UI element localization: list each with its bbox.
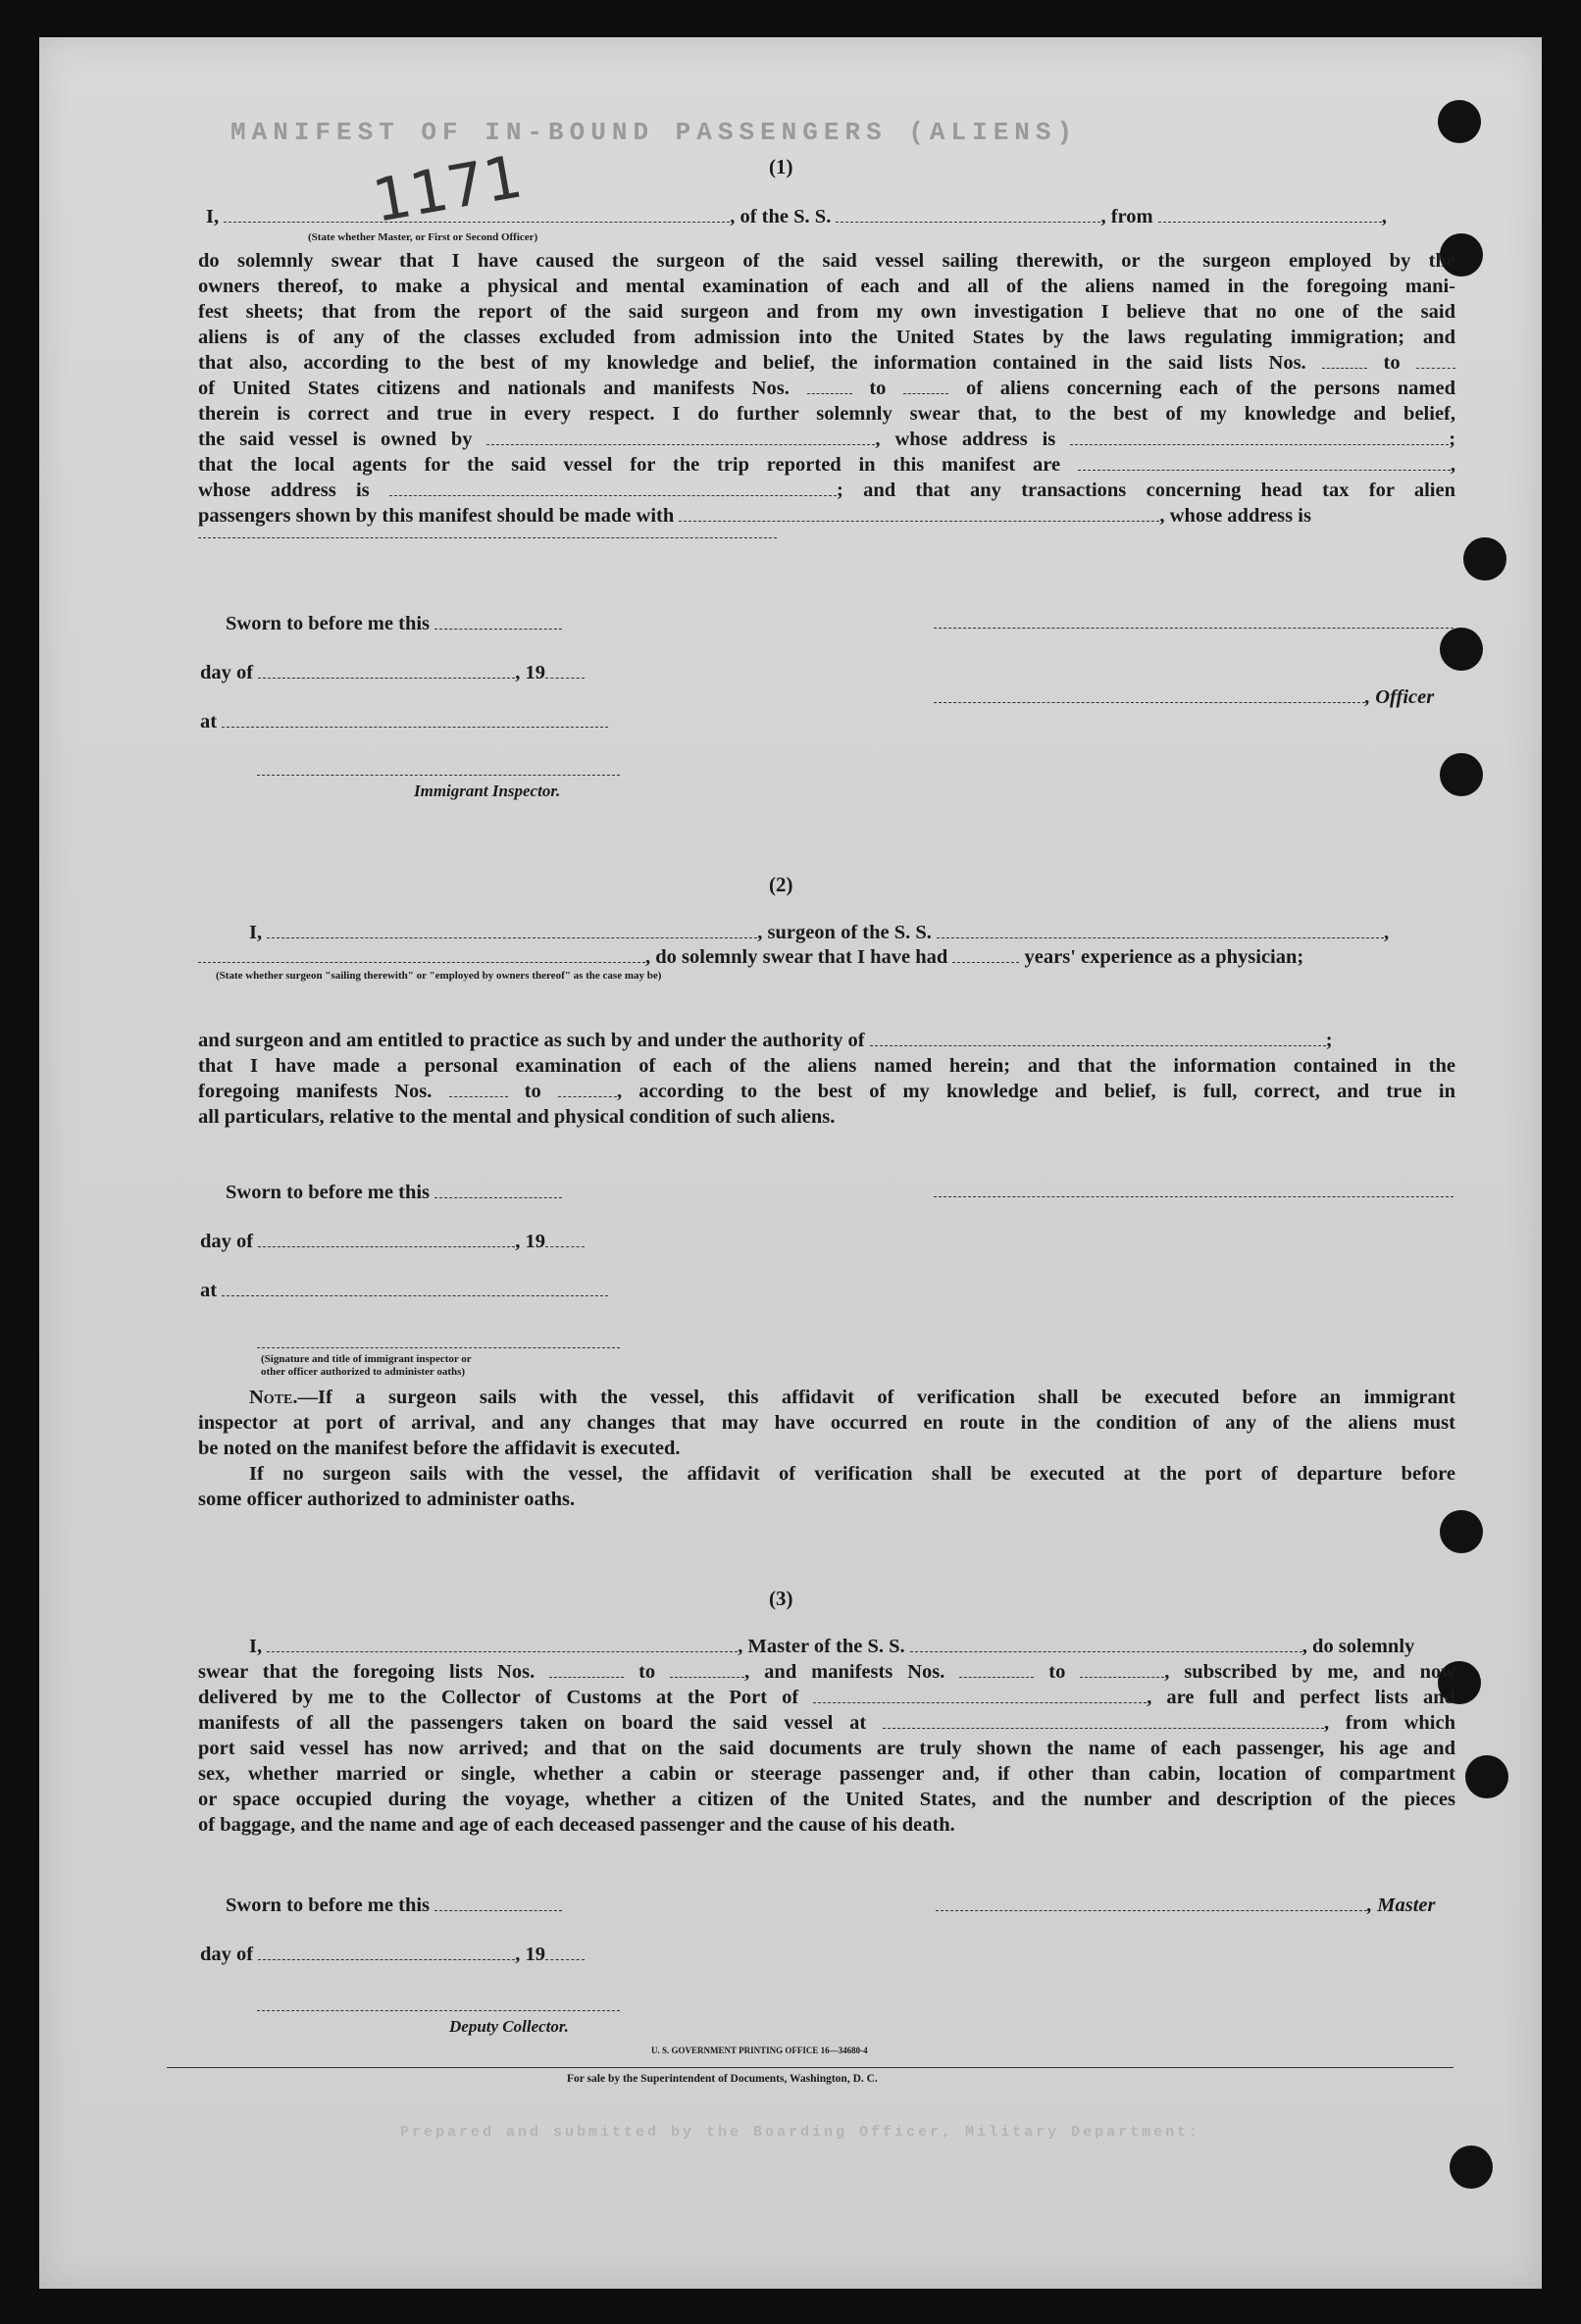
s3-year-blank[interactable] bbox=[545, 1942, 585, 1960]
s3-deputy-label: Deputy Collector. bbox=[449, 2017, 569, 2036]
punch-hole bbox=[1440, 753, 1483, 796]
s2-employ-blank[interactable] bbox=[198, 944, 645, 963]
punch-hole bbox=[1440, 628, 1483, 671]
s2-practice-line: and surgeon and am entitled to practice as such by and under the authority of ; bbox=[198, 1030, 1333, 1051]
s3-deputy-blank[interactable] bbox=[257, 2010, 620, 2011]
s2-note-line: some officer authorized to administer oaths. bbox=[198, 1489, 576, 1510]
s2-at-line: at bbox=[200, 1278, 608, 1303]
s1-officer-line: , Officer bbox=[934, 684, 1434, 710]
s2-years-blank[interactable] bbox=[952, 944, 1019, 963]
punch-hole bbox=[1450, 2146, 1493, 2189]
section-3-number: (3) bbox=[769, 1587, 793, 1610]
s3-para-line: swear that the foregoing lists Nos. to , and manifests Nos. to , subscribed by me, and now bbox=[198, 1661, 1456, 1683]
s1-para-line: that also, according to the best of my knowledge and belief, the information contained in the said lists Nos. to bbox=[198, 350, 1455, 376]
s2-paragraph bbox=[198, 1053, 1455, 1130]
gpo-imprint: U. S. GOVERNMENT PRINTING OFFICE 16—34680-4 bbox=[651, 2046, 868, 2055]
s1-para-line: owners thereof, to make a physical and mental examination of each and all of the aliens named in the foregoing mani- bbox=[198, 276, 1455, 297]
s1-sworn-day-blank[interactable] bbox=[434, 611, 562, 630]
s3-para-line: sex, whether married or single, whether a cabin or steerage passenger and, if other than cabin, location of compartment bbox=[198, 1763, 1455, 1785]
s3-month-blank[interactable] bbox=[258, 1942, 515, 1960]
s3-para-line: or space occupied during the voyage, whether a citizen of the United States, and the number and description of the pieces bbox=[198, 1789, 1455, 1810]
s1-manifests-to-blank[interactable] bbox=[903, 376, 948, 394]
s2-authority-blank[interactable] bbox=[870, 1028, 1326, 1046]
s3-sworn-line: Sworn to before me this bbox=[226, 1893, 562, 1918]
s2-para-line: all particulars, relative to the mental and physical condition of such aliens. bbox=[198, 1106, 836, 1128]
s2-signature-blank[interactable] bbox=[934, 1196, 1454, 1197]
s2-state-note: (State whether surgeon "sailing therewith" or "employed by owners thereof" as the case may be) bbox=[216, 970, 662, 982]
s3-day-line: day of , 19 bbox=[200, 1942, 585, 1967]
s2-inspector-sig-blank[interactable] bbox=[257, 1347, 620, 1348]
document-page bbox=[39, 37, 1542, 2289]
s3-manifests-to-blank[interactable] bbox=[1080, 1659, 1164, 1678]
s3-para-line: delivered by me to the Collector of Customs at the Port of , are full and perfect lists and bbox=[198, 1687, 1455, 1708]
s1-from-port-blank[interactable] bbox=[1158, 204, 1382, 223]
s2-second-line: , do solemnly swear that I have had years' experience as a physician; bbox=[198, 944, 1303, 970]
s2-sig-note-2: other officer authorized to administer oaths) bbox=[261, 1366, 466, 1378]
s1-sworn-line: Sworn to before me this bbox=[226, 611, 562, 636]
s3-lists-to-blank[interactable] bbox=[670, 1659, 744, 1678]
s1-para-line: that the local agents for the said vessel for the trip reported in this manifest are , bbox=[198, 454, 1455, 476]
s1-i-label: I, bbox=[206, 206, 220, 227]
punch-hole bbox=[1438, 100, 1481, 143]
s2-sig-note-1: (Signature and title of immigrant inspector or bbox=[261, 1353, 472, 1365]
s2-sworn-line: Sworn to before me this bbox=[226, 1180, 562, 1205]
s3-master-line: , Master bbox=[936, 1893, 1435, 1918]
s1-lists-to-blank[interactable] bbox=[1416, 350, 1455, 369]
s2-note-paragraph bbox=[198, 1385, 1455, 1512]
s2-manifests-to-blank[interactable] bbox=[558, 1079, 617, 1097]
s1-paragraph bbox=[198, 248, 1455, 529]
s1-year-blank[interactable] bbox=[545, 660, 585, 679]
s3-manifests-from-blank[interactable] bbox=[959, 1659, 1034, 1678]
s3-sworn-day-blank[interactable] bbox=[434, 1893, 562, 1911]
s3-vessel-name-blank[interactable] bbox=[910, 1634, 1302, 1652]
s2-month-blank[interactable] bbox=[258, 1229, 515, 1247]
s1-month-blank[interactable] bbox=[258, 660, 515, 679]
s2-para-line: foregoing manifests Nos. to , according to the best of my knowledge and belief, is full, correct, and true in bbox=[198, 1081, 1456, 1102]
s3-boarded-at-blank[interactable] bbox=[883, 1710, 1324, 1729]
s1-state-note: (State whether Master, or First or Second Officer) bbox=[308, 231, 538, 243]
s3-master-sig-blank[interactable] bbox=[936, 1893, 1367, 1911]
s2-day-line: day of , 19 bbox=[200, 1229, 585, 1254]
s3-port-blank[interactable] bbox=[813, 1685, 1147, 1703]
faint-header: MANIFEST OF IN-BOUND PASSENGERS (ALIENS) bbox=[230, 118, 1079, 147]
s3-para-line: of baggage, and the name and age of each deceased passenger and the cause of his death. bbox=[198, 1814, 955, 1836]
s3-lists-from-blank[interactable] bbox=[549, 1659, 624, 1678]
s2-surgeon-name-blank[interactable] bbox=[267, 920, 757, 938]
s1-manifests-from-blank[interactable] bbox=[807, 376, 852, 394]
s2-note-line: inspector at port of arrival, and any changes that may have occurred en route in the condition of any of the aliens must bbox=[198, 1412, 1455, 1434]
for-sale-notice: For sale by the Superintendent of Documents, Washington, D. C. bbox=[567, 2073, 878, 2085]
s1-at-blank[interactable] bbox=[222, 709, 608, 728]
section-2-number: (2) bbox=[769, 873, 793, 896]
s1-of-ss-label: , of the S. S. bbox=[730, 206, 832, 227]
footer-rule bbox=[167, 2067, 1454, 2068]
s1-owner-blank[interactable] bbox=[486, 427, 875, 445]
faint-bottom-text: Prepared and submitted by the Boarding Officer, Military Department: bbox=[400, 2124, 1201, 2141]
s1-officer-name-blank[interactable] bbox=[224, 204, 730, 223]
punch-hole bbox=[1440, 1510, 1483, 1553]
s1-signature-blank[interactable] bbox=[934, 628, 1454, 629]
s2-sworn-day-blank[interactable] bbox=[434, 1180, 562, 1198]
s2-manifests-from-blank[interactable] bbox=[449, 1079, 508, 1097]
punch-hole bbox=[1465, 1755, 1508, 1798]
s1-officer-blank[interactable] bbox=[934, 684, 1365, 703]
section-1-number: (1) bbox=[769, 155, 793, 178]
s1-inspector-label: Immigrant Inspector. bbox=[414, 782, 561, 800]
s1-para-line: therein is correct and true in every respect. I do further solemnly swear that, to the best of my knowledge and belief, bbox=[198, 403, 1455, 425]
s2-vessel-name-blank[interactable] bbox=[937, 920, 1384, 938]
s2-note-line: be noted on the manifest before the affidavit is executed. bbox=[198, 1438, 681, 1459]
s3-para-line: port said vessel has now arrived; and that on the said documents are truly shown the name of each passenger, his age and bbox=[198, 1738, 1455, 1759]
s1-first-line: I, , of the S. S. , from , bbox=[206, 206, 1387, 227]
s1-para-line: whose address is ; and that any transactions concerning head tax for alien bbox=[198, 480, 1456, 501]
s1-agents-blank[interactable] bbox=[1078, 452, 1451, 471]
s2-at-blank[interactable] bbox=[222, 1278, 608, 1296]
s1-para-line: aliens is of any of the classes excluded from admission into the United States by the laws regulating immigration; and bbox=[198, 327, 1455, 348]
s3-first-line: I, , Master of the S. S. , do solemnly bbox=[249, 1636, 1415, 1657]
s1-para-line: passengers shown by this manifest should be made with , whose address is bbox=[198, 505, 1311, 527]
s1-agents-address-blank[interactable] bbox=[389, 478, 837, 496]
s1-headtax-blank[interactable] bbox=[679, 503, 1159, 522]
s1-address-continuation-blank[interactable] bbox=[198, 537, 777, 538]
s1-para-line: do solemnly swear that I have caused the surgeon of the said vessel sailing therewith, or the surgeon employed by the bbox=[198, 250, 1455, 272]
s1-day-line: day of , 19 bbox=[200, 660, 585, 685]
s1-vessel-name-blank[interactable] bbox=[836, 204, 1100, 223]
s2-first-line: I, , surgeon of the S. S. , bbox=[249, 922, 1390, 943]
s2-note-line: If no surgeon sails with the vessel, the affidavit of verification shall be executed at the port of departure before bbox=[249, 1463, 1455, 1485]
s1-para-line: fest sheets; that from the report of the said surgeon and from my own investigation I believe that no one of the said bbox=[198, 301, 1455, 323]
s1-at-line: at bbox=[200, 709, 608, 734]
s3-para-line: manifests of all the passengers taken on board the said vessel at , from which bbox=[198, 1712, 1455, 1734]
s1-owner-address-blank[interactable] bbox=[1070, 427, 1449, 445]
s3-paragraph bbox=[198, 1659, 1455, 1838]
s1-inspector-blank[interactable] bbox=[257, 775, 620, 776]
s2-para-line: that I have made a personal examination of each of the aliens named herein; and that the information contained in the bbox=[198, 1055, 1455, 1077]
s2-year-blank[interactable] bbox=[545, 1229, 585, 1247]
s1-para-line: of United States citizens and nationals and manifests Nos. to of aliens concerning each of the persons named bbox=[198, 378, 1455, 399]
s1-lists-from-blank[interactable] bbox=[1322, 350, 1367, 369]
s2-note-line: Note.—If a surgeon sails with the vessel, this affidavit of verification shall be executed before an immigrant bbox=[249, 1387, 1455, 1408]
s1-from-label: , from bbox=[1100, 206, 1153, 227]
punch-hole bbox=[1463, 537, 1506, 581]
s3-master-name-blank[interactable] bbox=[267, 1634, 738, 1652]
handwritten-number: 1171 bbox=[368, 142, 528, 236]
s1-para-line: the said vessel is owned by , whose address is ; bbox=[198, 429, 1456, 450]
